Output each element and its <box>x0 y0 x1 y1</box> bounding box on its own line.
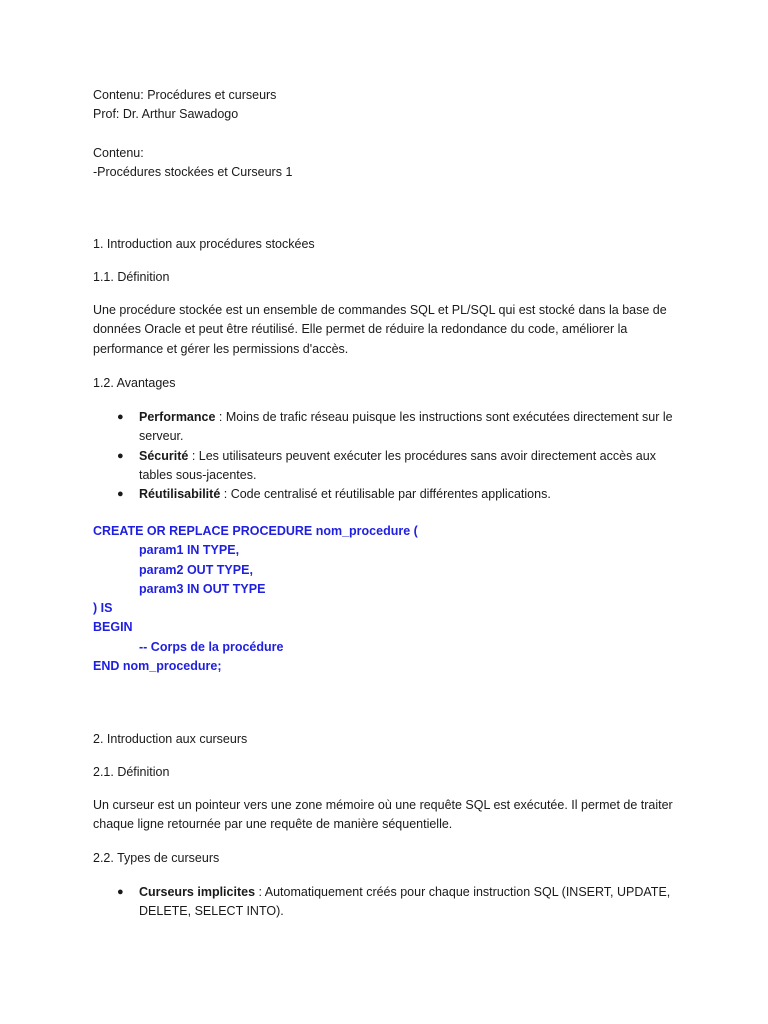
advantage-term: Performance <box>139 410 216 424</box>
code-block <box>93 522 673 676</box>
bullet-icon: ● <box>117 449 124 462</box>
cursor-types-list <box>93 883 673 922</box>
header-professor-line: Prof: Dr. Arthur Sawadogo <box>93 107 239 122</box>
section-2-title: 2. Introduction aux curseurs <box>93 732 248 746</box>
cursor-type-text: : Automatiquement créés pour chaque instruction SQL (INSERT, UPDATE, DELETE, SELECT INTO). <box>139 885 671 919</box>
advantage-term: Sécurité <box>139 448 189 463</box>
list-item <box>93 408 673 447</box>
section-1-title: 1. Introduction aux procédures stockées <box>93 237 315 251</box>
section-1-1-title: 1.1. Définition <box>93 270 170 284</box>
advantage-text: : Moins de trafic réseau puisque les instructions sont exécutées directement sur le serveur. <box>139 410 673 444</box>
code-line: param3 IN OUT TYPE <box>139 581 266 596</box>
bullet-icon: ● <box>117 411 124 423</box>
section-2-1-title: 2.1. Définition <box>93 765 170 779</box>
code-line: END nom_procedure; <box>93 659 222 674</box>
code-line: ) IS <box>93 601 113 616</box>
code-line: param2 OUT TYPE, <box>139 562 253 577</box>
code-line: BEGIN <box>93 620 133 635</box>
section-2-2-title: 2.2. Types de curseurs <box>93 851 220 865</box>
cursor-type-term: Curseurs implicites <box>139 885 256 899</box>
advantage-text: : Les utilisateurs peuvent exécuter les procédures sans avoir directement accès aux tables sous-jacentes. <box>139 448 656 482</box>
code-line: param1 IN TYPE, <box>139 543 240 558</box>
advantage-text: : Code centralisé et réutilisable par différentes applications. <box>220 487 551 502</box>
list-item <box>93 883 673 922</box>
table-of-contents <box>93 144 673 183</box>
section-1-2-title: 1.2. Avantages <box>93 376 176 390</box>
code-line: CREATE OR REPLACE PROCEDURE nom_procedure ( <box>93 524 418 538</box>
bullet-icon: ● <box>117 886 124 898</box>
section-1-1-paragraph: Une procédure stockée est un ensemble de commandes SQL et PL/SQL qui est stocké dans la base de données Oracle et peut être réutilisé. Elle permet de réduire la redondance du code, améliorer la performance et gérer les permissions d'accès. <box>93 303 667 356</box>
section-2-1-paragraph: Un curseur est un pointeur vers une zone mémoire où une requête SQL est exécutée. Il permet de traiter chaque ligne retournée par une requête de manière séquentielle. <box>93 798 673 832</box>
header-course-line: Contenu: Procédures et curseurs <box>93 88 277 102</box>
toc-label: Contenu: <box>93 146 144 160</box>
advantage-term: Réutilisabilité <box>139 487 221 502</box>
toc-item: -Procédures stockées et Curseurs 1 <box>93 165 293 180</box>
list-item <box>93 447 673 486</box>
advantages-list <box>93 408 673 504</box>
code-line: -- Corps de la procédure <box>139 639 284 654</box>
list-item <box>93 485 673 504</box>
document-header <box>93 86 673 125</box>
bullet-icon: ● <box>117 488 124 501</box>
